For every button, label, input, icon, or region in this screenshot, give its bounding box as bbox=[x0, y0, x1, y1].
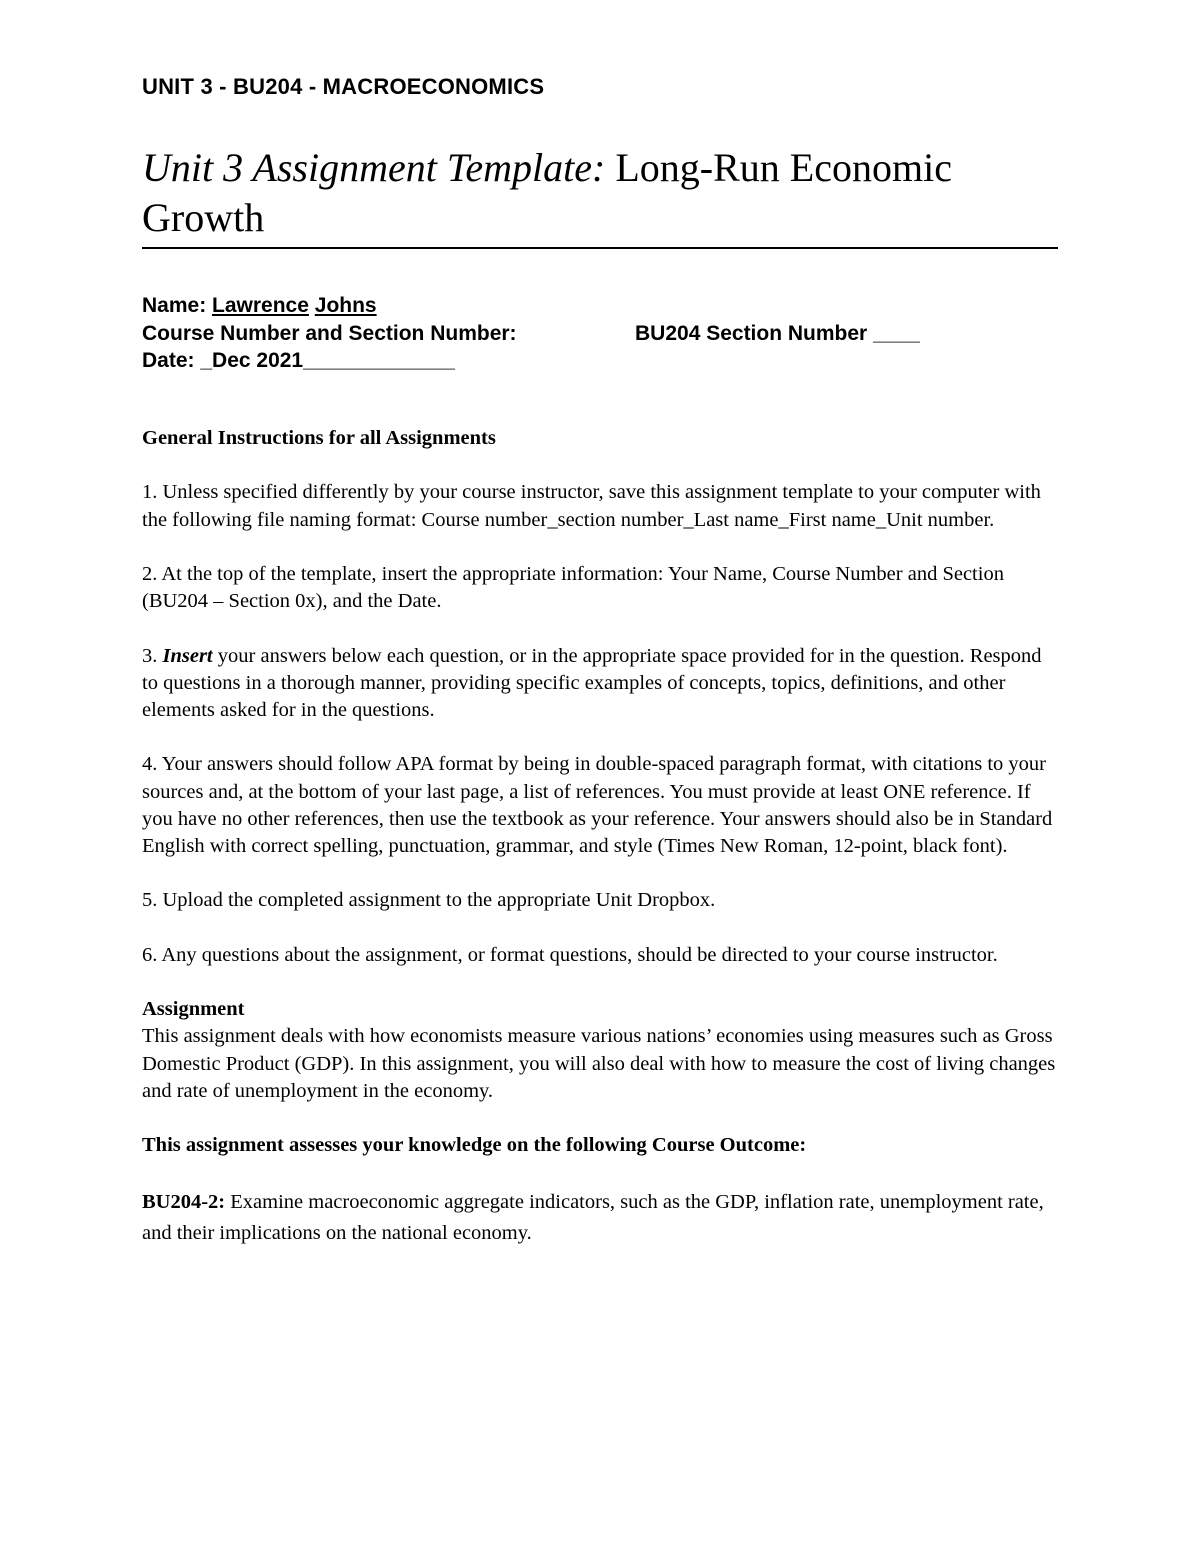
instructions-heading: General Instructions for all Assignments bbox=[142, 427, 496, 449]
instruction-item-3-prefix: 3. bbox=[142, 644, 163, 667]
course-value: BU204 Section Number ____ bbox=[635, 321, 920, 345]
name-first: Lawrence bbox=[212, 294, 309, 317]
document-body bbox=[142, 425, 1062, 1276]
outcome-text: Examine macroeconomic aggregate indicators, such as the GDP, inflation rate, unemployment rate, and their implications on the national economy. bbox=[142, 1190, 1044, 1244]
instruction-item-3-rest: your answers below each question, or in the appropriate space provided for in the question. Respond to questions in a thorough manner, providing specific examples of concepts, topics, definitions, and other elements asked for in the questions. bbox=[142, 644, 1042, 721]
student-info-block bbox=[142, 292, 1058, 375]
outcome-code: BU204-2: bbox=[142, 1190, 226, 1213]
instruction-item-3-emphasis: Insert bbox=[162, 644, 213, 667]
instruction-item-1: 1. Unless specified differently by your course instructor, save this assignment template to your computer with the following file naming format: Course number_section number_Last name_First name_Unit number. bbox=[142, 481, 1041, 531]
name-label: Name: bbox=[142, 294, 213, 317]
page-title bbox=[142, 143, 1058, 249]
title-italic-part: Unit 3 Assignment Template: bbox=[142, 145, 606, 190]
course-row bbox=[142, 320, 1058, 348]
course-label: Course Number and Section Number: bbox=[142, 321, 517, 345]
outcome-heading: This assignment assesses your knowledge on the following Course Outcome: bbox=[142, 1134, 807, 1157]
instruction-item-4: 4. Your answers should follow APA format by being in double-spaced paragraph format, with citations to your sources and, at the bottom of your last page, a list of references. You must provide at least ONE reference. If you have no other references, then use the textbook as your reference. Your answers should also be in Standard English with correct spelling, punctuation, grammar, and style (Times New Roman, 12-point, black font). bbox=[142, 753, 1053, 857]
assignment-heading: Assignment bbox=[142, 998, 245, 1021]
title-regular-part: Long-Run Economic Growth bbox=[142, 145, 952, 240]
instruction-item-6: 6. Any questions about the assignment, or format questions, should be directed to your course instructor. bbox=[142, 943, 998, 966]
course-header: UNIT 3 - BU204 - MACROECONOMICS bbox=[142, 74, 545, 99]
course-outcome bbox=[142, 1187, 1062, 1249]
date-label: Date: bbox=[142, 349, 201, 372]
name-last: Johns bbox=[314, 294, 377, 317]
date-value: _Dec 2021_____________ bbox=[200, 349, 455, 372]
instruction-item-3 bbox=[142, 643, 1062, 725]
assignment-description: This assignment deals with how economists measure various nations’ economies using measures such as Gross Domestic Product (GDP). In this assignment, you will also deal with how to measure the cost of living changes and rate of unemployment in the economy. bbox=[142, 1025, 1056, 1102]
instruction-item-5: 5. Upload the completed assignment to the appropriate Unit Dropbox. bbox=[142, 889, 716, 912]
instruction-item-2: 2. At the top of the template, insert the appropriate information: Your Name, Course Number and Section (BU204 – Section 0x), and the Date. bbox=[142, 562, 1004, 613]
name-row bbox=[142, 292, 1058, 320]
date-row bbox=[142, 347, 1058, 375]
